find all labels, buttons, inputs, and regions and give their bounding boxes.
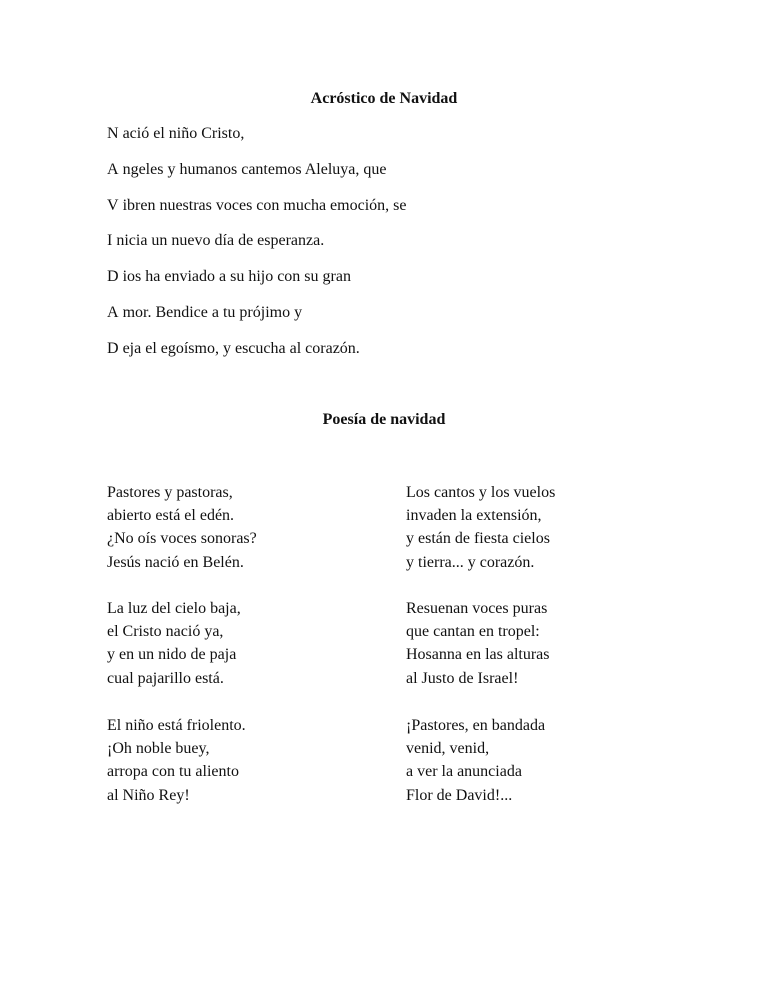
verse-line: cual pajarillo está.	[107, 669, 224, 687]
acrostic-initial: V	[107, 196, 119, 214]
stanza	[107, 597, 241, 690]
verse-line: el Cristo nació ya,	[107, 623, 224, 641]
verse-line: ¡Pastores, en bandada	[406, 717, 546, 734]
acrostic-initial: A	[107, 160, 119, 178]
acrostic-initial: D	[107, 339, 119, 357]
acrostic-line-text: ngeles y humanos cantemos Aleluya, que	[122, 160, 387, 178]
acrostic-line	[107, 196, 406, 232]
stanza	[406, 597, 550, 690]
acrostic-initial: D	[107, 268, 119, 286]
verse-line: Resuenan voces puras	[406, 600, 548, 617]
acrostic-line	[107, 124, 406, 160]
verse-line: ¿No oís voces sonoras?	[107, 530, 257, 548]
verse-line: Jesús nació en Belén.	[107, 553, 244, 571]
verse-line: arropa con tu aliento	[107, 763, 239, 781]
verse-line: Flor de David!...	[406, 786, 513, 804]
verse-line: Pastores y pastoras,	[107, 484, 233, 501]
acrostic-line	[107, 160, 406, 196]
verse-line: y en un nido de paja	[107, 646, 237, 664]
verse-line: abierto está el edén.	[107, 507, 235, 525]
acrostic-line-text: ació el niño Cristo,	[122, 125, 245, 142]
acrostic-line	[107, 303, 406, 339]
acrostic-line-text: ibren nuestras voces con mucha emoción, se	[122, 196, 407, 214]
stanza	[107, 481, 257, 574]
acrostic-initial: I	[107, 232, 113, 250]
acrostic-line-text: nicia un nuevo día de esperanza.	[116, 232, 325, 250]
acrostic-line-text: eja el egoísmo, y escucha al corazón.	[122, 339, 360, 357]
verse-line: Los cantos y los vuelos	[406, 484, 556, 501]
acrostic-list	[107, 124, 406, 375]
verse-line: que cantan en tropel:	[406, 623, 540, 641]
acrostic-line-text: mor. Bendice a tu prójimo y	[122, 303, 303, 321]
verse-line: al Niño Rey!	[107, 786, 190, 804]
verse-line: venid, venid,	[406, 740, 490, 758]
verse-line: al Justo de Israel!	[406, 669, 519, 687]
acrostic-line	[107, 231, 406, 267]
stanza	[107, 714, 246, 807]
acrostic-initial: N	[107, 125, 119, 142]
poem-title: Poesía de navidad	[322, 411, 446, 428]
acrostic-line	[107, 339, 406, 375]
acrostic-line	[107, 267, 406, 303]
verse-line: y están de fiesta cielos	[406, 530, 550, 548]
acrostic-initial: A	[107, 303, 119, 321]
verse-line: y tierra... y corazón.	[406, 553, 535, 571]
verse-line: a ver la anunciada	[406, 763, 522, 781]
verse-line: ¡Oh noble buey,	[107, 740, 210, 758]
acrostic-title: Acróstico de Navidad	[310, 90, 458, 107]
verse-line: invaden la extensión,	[406, 507, 542, 525]
acrostic-line-text: ios ha enviado a su hijo con su gran	[122, 268, 351, 286]
verse-line: El niño está friolento.	[107, 717, 246, 734]
verse-line: La luz del cielo baja,	[107, 600, 241, 617]
stanza	[406, 714, 545, 807]
verse-line: Hosanna en las alturas	[406, 646, 550, 664]
stanza	[406, 481, 555, 574]
